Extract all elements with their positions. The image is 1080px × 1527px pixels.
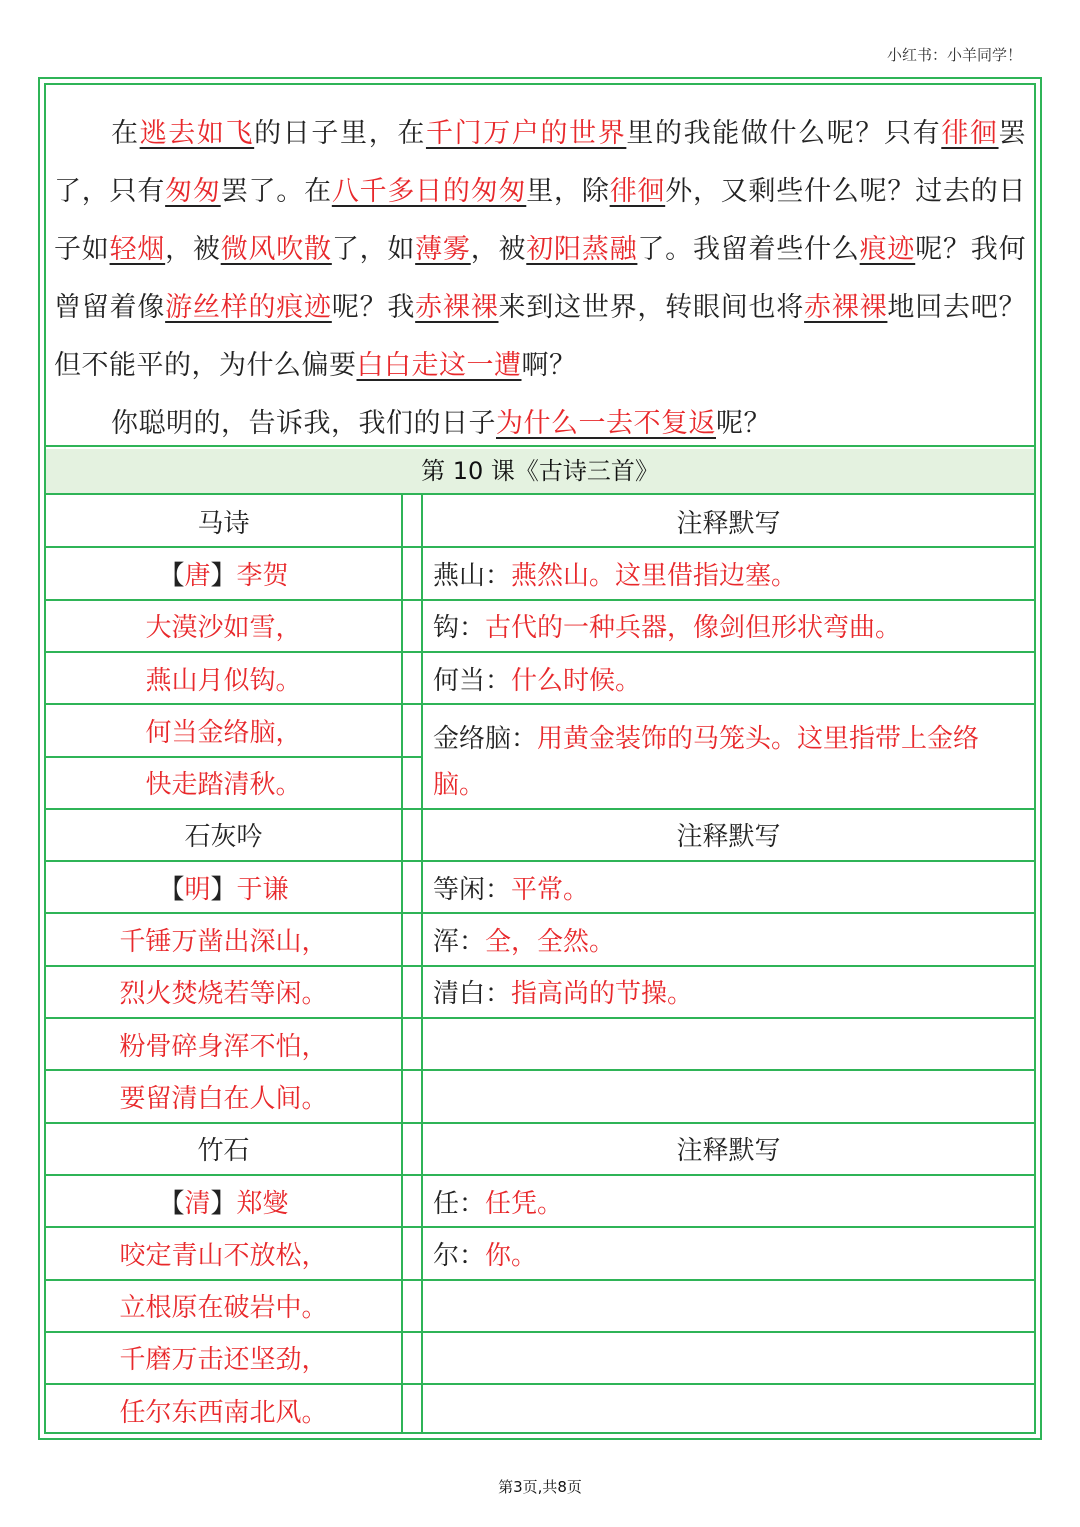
passage-text: 罢了，只有 — [54, 118, 1027, 207]
page-frame — [38, 77, 1042, 1440]
poem-line: 立根原在破岩中。 — [119, 1293, 328, 1324]
poem-line: 千磨万击还坚劲， — [119, 1345, 328, 1376]
passage-text: 你聪明的，告诉我，我们的日子 — [111, 408, 496, 439]
grid-row-line — [46, 599, 1034, 601]
passage-text: 里的我能做什么呢？只有 — [626, 118, 942, 149]
note-item — [423, 652, 1034, 704]
grid-row-line — [46, 1122, 1034, 1124]
author-name: 郑燮 — [236, 1188, 289, 1219]
passage-text: 罢了。在 — [220, 176, 332, 207]
answer-text: 赤裸裸 — [804, 292, 888, 323]
poem-line: 烈火焚烧若等闲。 — [119, 979, 328, 1010]
passage-text: ，被 — [470, 234, 527, 265]
notes-header: 注释默写 — [676, 508, 781, 539]
watermark: 小红书：小羊同学！ — [886, 46, 1022, 64]
answer-text: 薄雾 — [415, 234, 471, 265]
note-item — [423, 547, 1034, 599]
note-definition: 什么时候。 — [511, 665, 642, 696]
passage-block — [46, 85, 1034, 447]
grid-row-line — [46, 912, 1034, 914]
note-definition: 用黄金装饰的马笼头。这里指带上金络脑。 — [433, 724, 980, 801]
author-name: 李贺 — [236, 560, 289, 591]
poem-author-cell — [46, 547, 401, 599]
note-item — [423, 1175, 1034, 1227]
poem-author: 【唐】李贺 — [158, 560, 289, 591]
passage-text: ，被 — [165, 234, 221, 265]
answer-text: 千门万户的世界 — [425, 118, 627, 149]
answer-text: 匆匆 — [165, 176, 221, 207]
passage-text: 的日子里，在 — [254, 118, 426, 149]
answer-text: 为什么一去不复返 — [496, 408, 716, 439]
note-term: 燕山： — [433, 560, 512, 591]
grid-row-line — [46, 808, 1034, 810]
grid-row-line — [46, 1069, 1034, 1071]
note-term: 金络脑： — [433, 724, 538, 755]
poem-line: 快走踏清秋。 — [145, 770, 302, 801]
grid-row-line — [46, 651, 1034, 653]
note-term: 浑： — [433, 927, 486, 958]
poem-author: 【清】郑燮 — [158, 1188, 289, 1219]
answer-text: 八千多日的匆匆 — [331, 176, 527, 207]
grid-row-line — [46, 546, 1034, 548]
grid-row-line — [46, 965, 1034, 967]
poem-line: 何当金络脑， — [145, 717, 302, 748]
author-dynasty: 清 — [184, 1188, 211, 1219]
author-dynasty: 唐 — [184, 560, 211, 591]
passage-text: 里，除 — [526, 176, 610, 207]
passage-text: 外，又剩些什么呢？过去的日子如 — [54, 176, 1027, 265]
notes-header: 注释默写 — [676, 1136, 781, 1167]
grid-row-line — [46, 1017, 1034, 1019]
passage-text: 呢？ — [716, 408, 771, 439]
passage-text: 了。我留着些什么 — [637, 234, 860, 265]
note-definition: 任凭。 — [485, 1188, 564, 1219]
poem-line: 粉骨碎身浑不怕， — [119, 1031, 328, 1062]
note-definition: 燕然山。这里借指边塞。 — [511, 560, 798, 591]
answer-text: 徘徊 — [609, 176, 666, 207]
author-dynasty: 明 — [184, 874, 211, 905]
note-item — [423, 966, 1034, 1018]
note-term: 钩： — [433, 613, 486, 644]
grid-row-line — [46, 703, 1034, 705]
note-definition: 古代的一种兵器，像剑但形状弯曲。 — [485, 613, 902, 644]
passage-text: 呢？我何曾留着像 — [54, 234, 1027, 323]
note-definition: 全，全然。 — [485, 927, 616, 958]
grid-row-line — [46, 1226, 1034, 1228]
grid-row-line — [46, 1383, 1034, 1385]
answer-text: 白白走这一遭 — [356, 350, 522, 381]
note-term: 尔： — [433, 1240, 486, 1271]
lesson-title: 第 10 课《古诗三首》 — [46, 449, 1034, 495]
poem-line: 咬定青山不放松， — [119, 1240, 328, 1271]
notes-header: 注释默写 — [676, 822, 781, 853]
passage-text: 啊？ — [521, 350, 577, 381]
answer-text: 微风吹散 — [220, 234, 332, 265]
note-term: 何当： — [433, 665, 512, 696]
page-footer: 第3页,共8页 — [498, 1478, 582, 1496]
grid-row-line — [46, 1331, 1034, 1333]
note-definition: 指高尚的节操。 — [511, 979, 694, 1010]
note-definition: 你。 — [485, 1240, 538, 1271]
note-item — [423, 600, 1034, 652]
passage-text: 了，如 — [331, 234, 416, 265]
poem-title: 石灰吟 — [184, 822, 263, 853]
answer-text: 逃去如飞 — [139, 118, 255, 149]
poem-line: 燕山月似钩。 — [145, 665, 302, 696]
answer-text: 初阳蒸融 — [526, 234, 638, 265]
merged-cell-cover — [423, 755, 1034, 759]
grid-row-line — [46, 860, 1034, 862]
answer-text: 轻烟 — [109, 234, 166, 265]
passage-paragraph-2 — [54, 395, 1026, 453]
answer-text: 赤裸裸 — [415, 292, 499, 323]
note-item — [423, 913, 1034, 965]
passage-text: 来到这世界，转眼间也将 — [498, 292, 805, 323]
passage-text: 地回去吧？但不能平的，为什么偏要 — [54, 292, 1027, 381]
note-term: 任： — [433, 1188, 486, 1219]
author-name: 于谦 — [236, 874, 289, 905]
poem-title: 马诗 — [197, 508, 250, 539]
poem-line: 大漠沙如雪， — [145, 613, 302, 644]
passage-paragraph-1 — [54, 105, 1026, 395]
answer-text: 徘徊 — [941, 118, 999, 149]
grid-divider-left — [401, 495, 403, 1432]
grid-row-line — [46, 1279, 1034, 1281]
poem-author-cell — [46, 1175, 401, 1227]
poem-author: 【明】于谦 — [158, 874, 289, 905]
note-definition: 平常。 — [511, 874, 590, 905]
passage-text: 在 — [111, 118, 140, 149]
passage-text: 呢？我 — [331, 292, 416, 323]
note-item — [423, 861, 1034, 913]
poem-author-cell — [46, 861, 401, 913]
answer-text: 游丝样的痕迹 — [165, 292, 332, 323]
note-term: 等闲： — [433, 874, 512, 905]
page-inner-frame — [44, 83, 1036, 1434]
poem-title: 竹石 — [197, 1136, 250, 1167]
note-item — [423, 1227, 1034, 1279]
poem-line: 任尔东西南北风。 — [119, 1397, 328, 1428]
poem-line: 千锤万凿出深山， — [119, 927, 328, 958]
poem-line: 要留清白在人间。 — [119, 1083, 328, 1114]
answer-text: 痕迹 — [859, 234, 916, 265]
note-term: 清白： — [433, 979, 512, 1010]
grid-row-line — [46, 1174, 1034, 1176]
